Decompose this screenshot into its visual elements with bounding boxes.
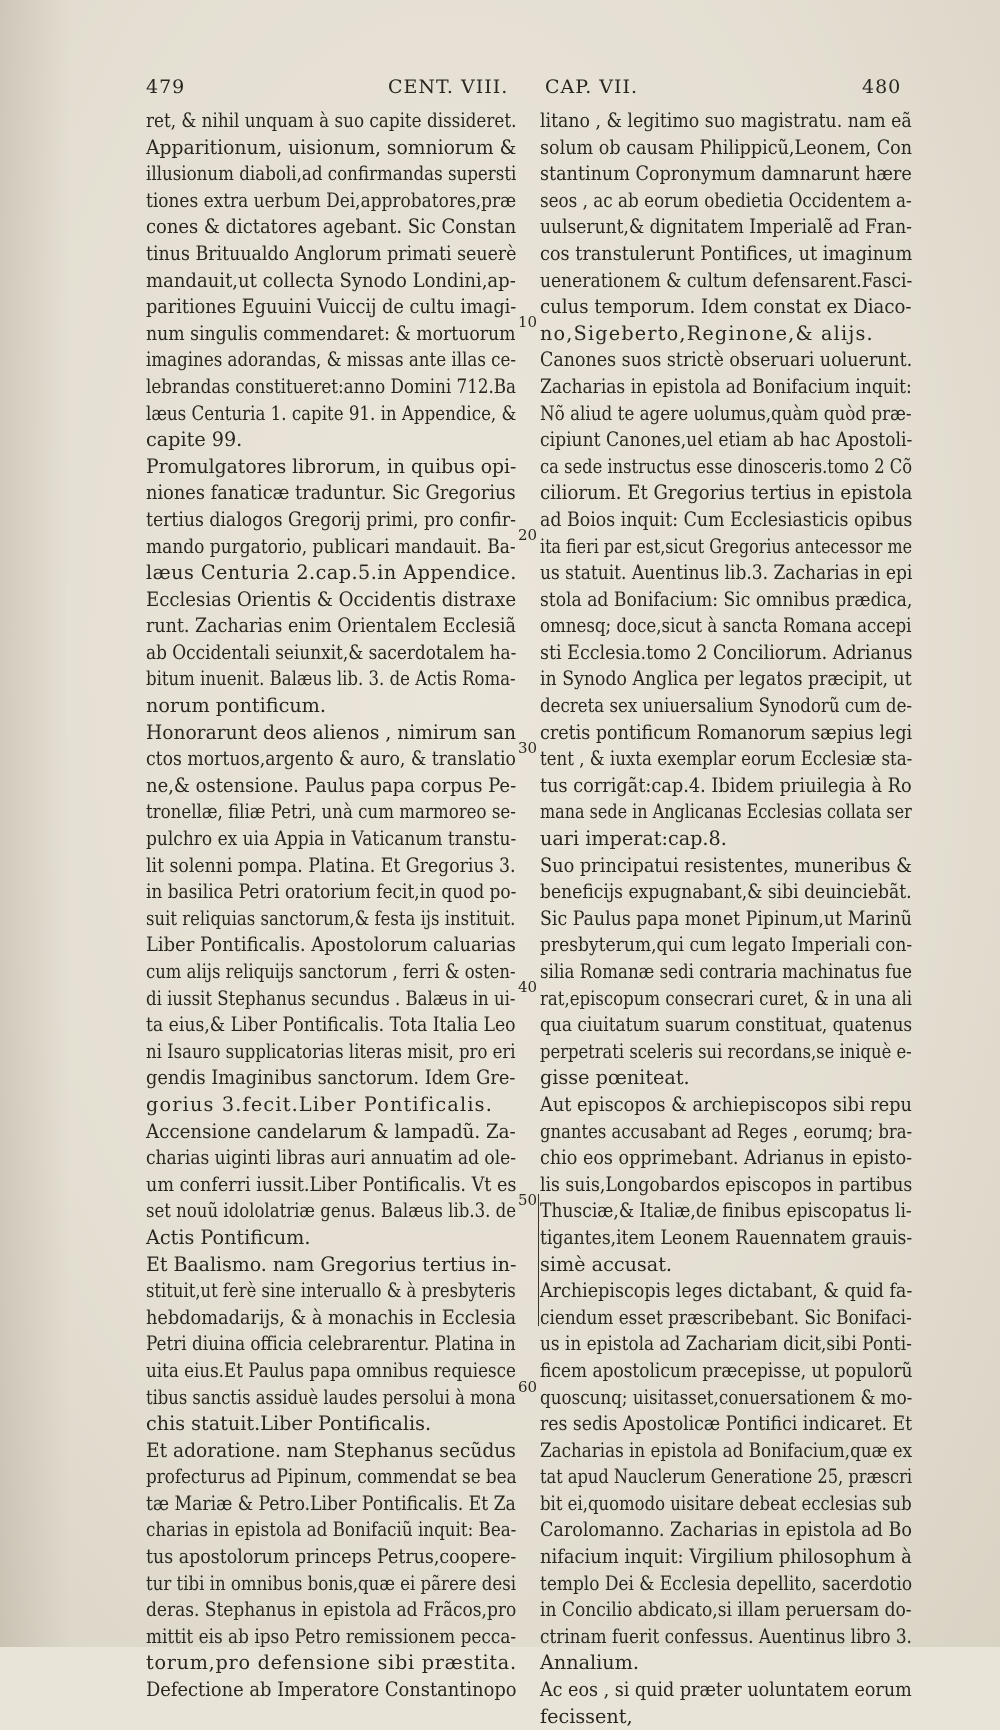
text-line: tronellæ, filiæ Petri, unà cum marmoreo se-	[146, 800, 516, 824]
text-line: paritiones Eguuini Vuiccij de cultu imagi-	[146, 295, 517, 319]
text-line: tent , & iuxta exemplar eorum Ecclesiæ sta-	[540, 747, 913, 771]
text-line: Apparitionum, uisionum, somniorum &	[146, 135, 517, 159]
text-line: tæ Mariæ & Petro.Liber Pontificalis. Et Za	[146, 1491, 516, 1515]
text-line: quoscunq; uisitasset,conuersationem & mo-	[540, 1385, 913, 1409]
text-line: fecissent,	[540, 1704, 633, 1728]
text-line: silia Romanæ sedi contraria machinatus fue	[540, 960, 912, 983]
text-line: templo Dei & Ecclesia depellito, sacerdotio	[540, 1571, 913, 1595]
text-line: bitum inuenit. Balæus lib. 3. de Actis Roma-	[146, 667, 516, 691]
margin-line-number: 50	[518, 1191, 538, 1209]
text-line: uari imperat:cap.8.	[540, 827, 727, 851]
text-line: charias in epistola ad Bonifaciũ inquit: Bea-	[146, 1518, 517, 1542]
text-line: mando purgatorio, publicari mandauit. Ba-	[146, 534, 516, 558]
text-line: stola ad Bonifacium: Sic omnibus prædica,	[540, 587, 913, 611]
text-line: runt. Zacharias enim Orientalem Ecclesiã	[146, 614, 516, 638]
text-line: in basilica Petri oratorium fecit,in quod po-	[146, 880, 517, 904]
text-line: us statuit. Auentinus lib.3. Zacharias in epi	[540, 561, 913, 585]
text-line: deras. Stephanus in epistola ad Frãcos,pro	[146, 1598, 517, 1622]
text-line: suit reliquias sanctorum,& festa ijs instituit.	[146, 906, 516, 930]
text-line: perpetrati sceleris sui recordans,se iniquè e-	[540, 1039, 912, 1063]
text-line: ciendum esset præscribebant. Sic Bonifaci-	[540, 1305, 912, 1329]
text-line: presbyterum,qui cum legato Imperiali con-	[540, 933, 913, 957]
text-line: mana sede in Anglicanas Ecclesias collata ser	[540, 800, 912, 824]
text-line: Canones suos strictè obseruari uoluerunt.	[540, 348, 913, 372]
text-line: cones & dictatores agebant. Sic Constan	[146, 215, 517, 239]
text-line: Ac eos , si quid præter uoluntatem eorum	[540, 1678, 912, 1702]
text-line: ficem apostolicum præcepisse, ut populorũ	[540, 1358, 913, 1382]
text-line: Et adoratione. nam Stephanus secũdus	[146, 1438, 516, 1462]
text-line: lebrandas constitueret:anno Domini 712.Ba	[146, 374, 517, 398]
text-line: set nouũ idololatriæ genus. Balæus lib.3. de	[146, 1199, 517, 1223]
text-line: tigantes,item Leonem Rauennatem grauis-	[540, 1225, 913, 1249]
text-line: cretis pontificum Romanorum sæpius legi	[540, 720, 913, 744]
text-line: tiones extra uerbum Dei,approbatores,præ	[146, 188, 517, 212]
page-header	[0, 76, 1000, 106]
text-line: hebdomadarijs, & à monachis in Ecclesia	[146, 1305, 517, 1329]
text-line: num singulis commendaret: & mortuorum	[146, 321, 516, 345]
text-line: mandauit,ut collecta Synodo Londini,ap-	[146, 268, 516, 292]
text-line: di iussit Stephanus secundus . Balæus in ui-	[146, 986, 516, 1010]
text-line: Aut episcopos & archiepiscopos sibi repu	[540, 1092, 912, 1116]
text-line: ctos mortuos,argento & auro, & translatio	[146, 747, 516, 771]
text-line: Et Baalismo. nam Gregorius tertius in-	[146, 1252, 517, 1276]
text-line: us in epistola ad Zachariam dicit,sibi Ponti-	[540, 1332, 912, 1356]
text-line: torum,pro defensione sibi præstita.	[146, 1651, 517, 1675]
right-column	[540, 108, 912, 1730]
text-line: ca sede instructus esse dinosceris.tomo 2 Cõ	[540, 454, 913, 478]
text-line: tinus Brituualdo Anglorum primati seuerè	[146, 241, 517, 265]
text-line: mittit eis ab ipso Petro remissionem pecca-	[146, 1624, 517, 1648]
text-line: gendis Imaginibus sanctorum. Idem Gre-	[146, 1066, 516, 1090]
margin-line-number: 30	[518, 739, 538, 757]
text-line: simè accusat.	[540, 1252, 673, 1276]
text-line: nifacium inquit: Virgilium philosophum à	[540, 1545, 912, 1569]
text-line: uulserunt,& dignitatem Imperialẽ ad Fran-	[540, 215, 912, 239]
text-line: chio eos opprimebant. Adrianus in episto-	[540, 1146, 913, 1170]
margin-line-number: 10	[518, 313, 538, 331]
text-line: Promulgatores librorum, in quibus opi-	[146, 454, 517, 478]
text-line: Archiepiscopis leges dictabant, & quid fa-	[540, 1279, 913, 1303]
text-line: ctrinam fuerit confessus. Auentinus libro 3.	[540, 1624, 912, 1648]
text-line: stituit,ut ferè sine interuallo & à presbyteris	[146, 1279, 516, 1303]
text-line: Thusciæ,& Italiæ,de finibus episcopatus li-	[540, 1199, 912, 1223]
text-line: solum ob causam Philippicũ,Leonem, Con	[540, 135, 913, 159]
text-line: bit ei,quomodo uisitare debeat ecclesias sub	[540, 1491, 912, 1515]
text-line: Liber Pontificalis. Apostolorum caluarias	[146, 933, 516, 957]
text-line: ciliorum. Et Gregorius tertius in epistola	[540, 481, 913, 505]
margin-bracket	[538, 1194, 539, 1326]
text-line: litano , & legitimo suo magistratu. nam eã	[540, 109, 912, 132]
text-line: res sedis Apostolicæ Pontifici indicaret. Et	[540, 1412, 913, 1436]
page-number-right: 480	[862, 76, 902, 98]
left-column	[146, 108, 516, 1704]
text-line: Suo principatui resistentes, muneribus &	[540, 853, 912, 877]
text-line: omnesq; doce,sicut à sancta Romana accepi	[540, 614, 912, 638]
text-line: ne,& ostensione. Paulus papa corpus Pe-	[146, 773, 517, 797]
text-line: Honorarunt deos alienos , nimirum san	[146, 720, 517, 744]
text-line: beneficijs expugnabant,& sibi deuinciebãt.	[540, 880, 912, 904]
text-line: gisse pœniteat.	[540, 1066, 690, 1090]
margin-line-number: 20	[518, 526, 538, 544]
text-line: Zacharias in epistola ad Bonifacium,quæ ex	[540, 1438, 913, 1462]
text-line: ab Occidentali seiunxit,& sacerdotalem ha-	[146, 640, 517, 664]
text-line: ni Isauro supplicatorias literas misit, pro eri	[146, 1039, 516, 1063]
text-line: in Synodo Anglica per legatos præcipit, ut	[540, 667, 912, 691]
text-line: Actis Pontificum.	[146, 1225, 311, 1249]
text-line: cipiunt Canones,uel etiam ab hac Apostoli-	[540, 428, 913, 452]
text-line: Petri diuina officia celebrarentur. Platina in	[146, 1332, 516, 1356]
text-line: tertius dialogos Gregorij primi, pro confir-	[146, 507, 516, 531]
text-line: Carolomanno. Zacharias in epistola ad Bo	[540, 1518, 912, 1542]
text-line: seos , ac ab eorum obedietia Occidentem a-	[540, 188, 912, 212]
text-line: tus corrigãt:cap.4. Ibidem priuilegia à Ro	[540, 773, 912, 797]
text-line: culus temporum. Idem constat ex Diaco-	[540, 295, 912, 319]
text-line: Zacharias in epistola ad Bonifacium inquit:	[540, 374, 912, 398]
text-line: profecturus ad Pipinum, commendat se bea	[146, 1465, 517, 1489]
running-title: CENT. VIII.	[388, 76, 509, 98]
text-line: um conferri iussit.Liber Pontificalis. Vt es	[146, 1172, 517, 1196]
text-line: Defectione ab Imperatore Constantinopo	[146, 1678, 517, 1702]
text-line: Nõ aliud te agere uolumus,quàm quòd præ-	[540, 401, 912, 425]
text-line: charias uiginti libras auri annuatim ad ole-	[146, 1146, 517, 1170]
text-line: qua ciuitatum suarum constituat, quatenus	[540, 1013, 913, 1037]
text-line: tibus sanctis assiduè laudes persolui à mona	[146, 1385, 516, 1409]
text-line: Sic Paulus papa monet Pipinum,ut Marinũ	[540, 906, 912, 930]
text-line: no,Sigeberto,Reginone,& alijs.	[540, 321, 874, 345]
text-line: ret, & nihil unquam à suo capite dissideret.	[146, 109, 517, 132]
text-line: uita eius.Et Paulus papa omnibus requiesce	[146, 1358, 516, 1382]
text-line: tat apud Nauclerum Generatione 25, præscri	[540, 1465, 913, 1489]
text-line: gorius 3.fecit.Liber Pontificalis.	[146, 1092, 494, 1116]
text-line: tus apostolorum princeps Petrus,coopere-	[146, 1545, 517, 1569]
text-line: stantinum Copronymum damnarunt hære	[540, 162, 912, 186]
text-line: pulchro ex uia Appia in Vaticanum transtu-	[146, 827, 517, 851]
text-line: niones fanaticæ traduntur. Sic Gregorius	[146, 481, 516, 505]
chapter-heading: CAP. VII.	[545, 76, 639, 98]
text-line: uenerationem & cultum defensarent.Fasci-	[540, 268, 913, 292]
text-line: sti Ecclesia.tomo 2 Conciliorum. Adrianus	[540, 640, 913, 664]
text-line: norum pontificum.	[146, 694, 326, 718]
text-line: Ecclesias Orientis & Occidentis distraxe	[146, 587, 517, 611]
text-line: decreta sex uniuersalium Synodorũ cum de-	[540, 694, 913, 718]
page-number-left: 479	[146, 76, 186, 98]
text-line: lis suis,Longobardos episcopos in partibus	[540, 1172, 913, 1196]
text-line: tur tibi in omnibus bonis,quæ ei pãrere desi	[146, 1571, 517, 1595]
text-line: illusionum diaboli,ad confirmandas supersti	[146, 162, 517, 186]
text-line: gnantes accusabant ad Reges , eorumq; bra-	[540, 1119, 913, 1143]
text-line: chis statuit.Liber Pontificalis.	[146, 1412, 432, 1436]
text-line: ta eius,& Liber Pontificalis. Tota Italia Leo	[146, 1013, 516, 1037]
text-line: Accensione candelarum & lampadũ. Za-	[146, 1119, 516, 1143]
text-line: cum alijs reliquijs sanctorum , ferri & osten-	[146, 960, 516, 983]
text-line: rat,episcopum consecrari curet, & in una ali	[540, 986, 913, 1010]
gutter-shadow	[0, 0, 70, 1647]
text-line: ad Boios inquit: Cum Ecclesiasticis opibus	[540, 507, 913, 531]
text-line: cos transtulerunt Pontifices, ut imaginum	[540, 241, 913, 265]
text-line: læus Centuria 2.cap.5.in Appendice.	[146, 561, 517, 585]
text-line: in Concilio abdicato,si illam peruersam do-	[540, 1598, 912, 1622]
text-line: capite 99.	[146, 428, 243, 452]
margin-line-number: 40	[518, 978, 538, 996]
text-line: ita fieri par est,sicut Gregorius antecessor me	[540, 534, 912, 558]
margin-line-number: 60	[518, 1378, 538, 1396]
text-line: imagines adorandas, & missas ante illas ce-	[146, 348, 517, 372]
text-line: læus Centuria 1. capite 91. in Appendice, &	[146, 401, 517, 425]
text-line: Annalium.	[540, 1651, 639, 1675]
text-line: lit solenni pompa. Platina. Et Gregorius 3.	[146, 853, 516, 877]
